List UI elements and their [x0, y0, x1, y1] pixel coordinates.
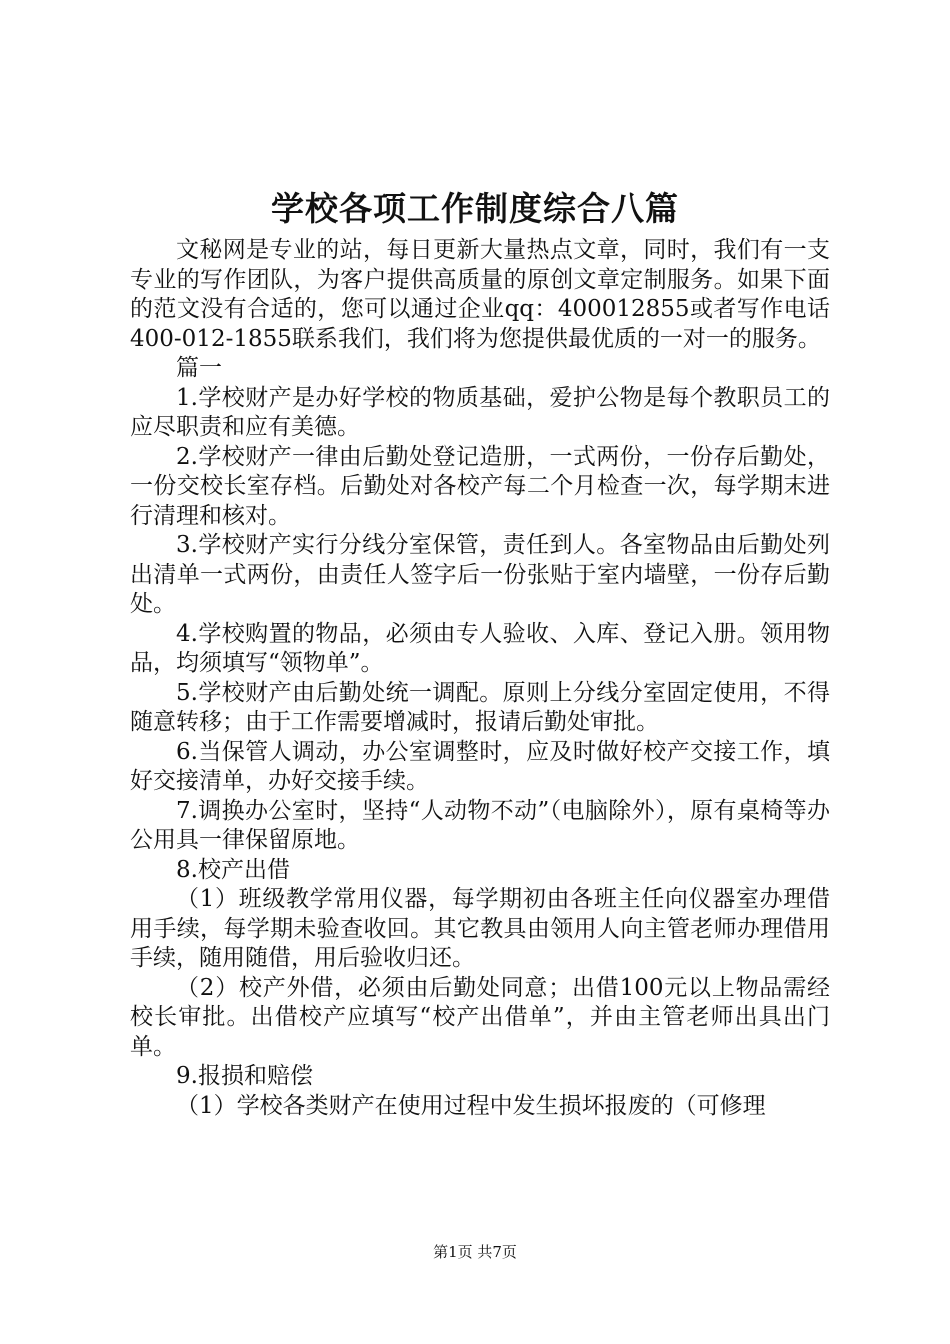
- sub-paragraph: （1）学校各类财产在使用过程中发生损坏报废的（可修理: [176, 1092, 766, 1119]
- page-number: 第1页 共7页: [433, 1243, 517, 1261]
- body-paragraph: 7.调换办公室时，坚持“人动物不动”（电脑除外），原有桌椅等办公用具一律保留原地。: [130, 797, 830, 853]
- body-paragraph: 9.报损和赔偿: [176, 1063, 313, 1089]
- intro-paragraph: 文秘网是专业的站，每日更新大量热点文章，同时，我们有一支专业的写作团队，为客户提供高质量的原创文章定制服务。如果下面的范文没有合适的，您可以通过企业qq：400012855或者写作电话400-012-1855联系我们，我们将为您提供最优质的一对一的服务。: [130, 237, 830, 352]
- document-body: [130, 236, 830, 1121]
- sub-paragraph: （2）校产外借，必须由后勤处同意；出借100元以上物品需经校长审批。出借校产应填写“校产出借单”，并由主管老师出具出门单。: [130, 974, 830, 1060]
- section-heading: 篇一: [176, 355, 222, 381]
- body-paragraph: 1.学校财产是办好学校的物质基础，爱护公物是每个教职员工的应尽职责和应有美德。: [130, 384, 830, 440]
- body-paragraph: 5.学校财产由后勤处统一调配。原则上分线分室固定使用，不得随意转移；由于工作需要增减时，报请后勤处审批。: [130, 679, 830, 735]
- document-title: 学校各项工作制度综合八篇: [271, 189, 679, 228]
- body-paragraph: 3.学校财产实行分线分室保管，责任到人。各室物品由后勤处列出清单一式两份，由责任人签字后一份张贴于室内墙壁，一份存后勤处。: [130, 532, 830, 617]
- body-paragraph: 8.校产出借: [176, 856, 290, 883]
- body-paragraph: 4.学校购置的物品，必须由专人验收、入库、登记入册。领用物品，均须填写“领物单”。: [130, 620, 830, 676]
- body-paragraph: 6.当保管人调动，办公室调整时，应及时做好校产交接工作，填好交接清单，办好交接手续。: [130, 738, 830, 794]
- sub-paragraph: （1）班级教学常用仪器，每学期初由各班主任向仪器室办理借用手续，每学期未验查收回。其它教具由领用人向主管老师办理借用手续，随用随借，用后验收归还。: [130, 886, 830, 971]
- body-paragraph: 2.学校财产一律由后勤处登记造册，一式两份，一份存后勤处，一份交校长室存档。后勤处对各校产每二个月检查一次，每学期末进行清理和核对。: [130, 443, 830, 529]
